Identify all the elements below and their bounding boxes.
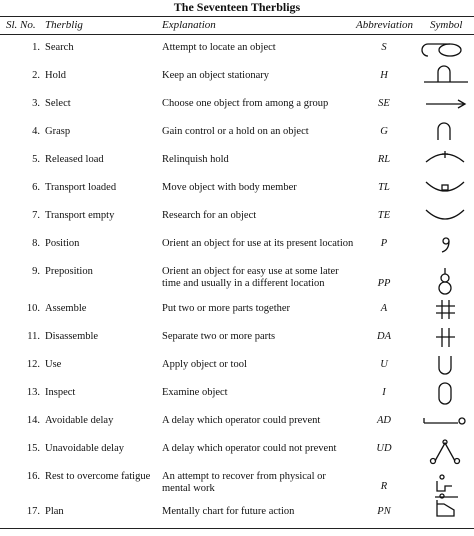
row-number: 11. bbox=[27, 331, 40, 342]
row-number: 5. bbox=[32, 154, 40, 165]
row-number: 16. bbox=[26, 471, 40, 482]
table-title: The Seventeen Therbligs bbox=[173, 0, 301, 14]
row-number: 8. bbox=[32, 238, 40, 249]
therblig-name: Position bbox=[45, 238, 80, 249]
therblig-abbreviation: DA bbox=[377, 331, 391, 342]
bottom-rule bbox=[0, 528, 474, 529]
therblig-explanation: Choose one object from among a group bbox=[162, 98, 329, 109]
therblig-abbreviation: P bbox=[380, 238, 388, 249]
plan-icon bbox=[420, 492, 470, 520]
row-number: 2. bbox=[32, 70, 40, 81]
released-load-icon bbox=[420, 148, 470, 172]
therblig-explanation: Separate two or more parts bbox=[162, 331, 276, 342]
row-number: 3. bbox=[32, 98, 40, 109]
select-arrow-icon bbox=[420, 92, 470, 116]
therblig-name: Select bbox=[45, 98, 71, 109]
therblig-name: Plan bbox=[45, 506, 64, 517]
therblig-explanation: A delay which operator could not prevent bbox=[162, 443, 337, 454]
grasp-icon bbox=[420, 120, 470, 144]
therblig-abbreviation: U bbox=[380, 359, 388, 370]
hold-icon bbox=[420, 62, 470, 86]
header-abbreviation: Abbreviation bbox=[356, 19, 414, 31]
therblig-explanation: Keep an object stationary bbox=[162, 70, 269, 81]
row-number: 1. bbox=[32, 42, 40, 53]
therblig-explanation: Orient an object for easy use at some later time and usually in a different location bbox=[162, 266, 339, 289]
therblig-name: Rest to overcome fatigue bbox=[45, 471, 151, 482]
therblig-explanation: Gain control or a hold on an object bbox=[162, 126, 309, 137]
therblig-abbreviation: SE bbox=[378, 98, 390, 109]
therblig-name: Grasp bbox=[45, 126, 71, 137]
therblig-abbreviation: G bbox=[380, 126, 388, 137]
therblig-explanation: Research for an object bbox=[162, 210, 257, 221]
therblig-abbreviation: S bbox=[381, 42, 387, 53]
therblig-abbreviation: AD bbox=[377, 415, 391, 426]
row-number: 9. bbox=[32, 266, 40, 277]
assemble-icon bbox=[420, 297, 470, 321]
therblig-abbreviation: UD bbox=[376, 443, 392, 454]
therblig-abbreviation: PN bbox=[377, 506, 391, 517]
row-number: 10. bbox=[26, 303, 40, 314]
therblig-abbreviation: TE bbox=[377, 210, 391, 221]
therblig-abbreviation: R bbox=[380, 481, 388, 492]
transport-loaded-icon bbox=[420, 176, 470, 200]
therblig-explanation: Attempt to locate an object bbox=[162, 42, 276, 53]
search-icon bbox=[420, 36, 470, 60]
therblig-name: Search bbox=[45, 42, 74, 53]
top-rule bbox=[0, 16, 474, 17]
therblig-name: Avoidable delay bbox=[45, 415, 114, 426]
therblig-name: Released load bbox=[45, 154, 104, 165]
disassemble-icon bbox=[420, 325, 470, 349]
row-number: 17. bbox=[26, 506, 40, 517]
position-icon bbox=[420, 232, 470, 256]
therblig-name: Assemble bbox=[45, 303, 87, 314]
transport-empty-icon bbox=[420, 204, 470, 228]
header-therblig: Therblig bbox=[45, 19, 83, 31]
therblig-explanation: An attempt to recover from physical or mental work bbox=[162, 471, 326, 494]
row-number: 4. bbox=[32, 126, 40, 137]
inspect-icon bbox=[420, 381, 470, 405]
header-explanation: Explanation bbox=[162, 19, 216, 31]
header-sl-no: Sl. No. bbox=[6, 19, 36, 31]
therblig-abbreviation: H bbox=[380, 70, 388, 81]
therblig-explanation: Orient an object for use at its present location bbox=[162, 238, 354, 249]
avoidable-delay-icon bbox=[420, 409, 470, 433]
therblig-explanation: Put two or more parts together bbox=[162, 303, 291, 314]
therblig-explanation: Mentally chart for future action bbox=[162, 506, 295, 517]
therblig-name: Transport empty bbox=[45, 210, 115, 221]
therblig-explanation: Relinquish hold bbox=[162, 154, 229, 165]
therblig-explanation: A delay which operator could prevent bbox=[162, 415, 321, 426]
therblig-name: Use bbox=[45, 359, 62, 370]
row-number: 13. bbox=[26, 387, 40, 398]
row-number: 12. bbox=[26, 359, 40, 370]
therblig-name: Transport loaded bbox=[45, 182, 117, 193]
therblig-name: Unavoidable delay bbox=[45, 443, 125, 454]
header-rule bbox=[0, 34, 474, 35]
header-symbol: Symbol bbox=[430, 19, 463, 31]
therblig-explanation: Apply object or tool bbox=[162, 359, 247, 370]
therblig-explanation: Move object with body member bbox=[162, 182, 297, 193]
row-number: 15. bbox=[26, 443, 40, 454]
therblig-name: Preposition bbox=[45, 266, 93, 277]
therblig-name: Inspect bbox=[45, 387, 76, 398]
row-number: 6. bbox=[32, 182, 40, 193]
preposition-icon bbox=[420, 266, 470, 296]
therblig-explanation: Examine object bbox=[162, 387, 228, 398]
therblig-abbreviation: TL bbox=[378, 182, 390, 193]
therblig-abbreviation: RL bbox=[377, 154, 391, 165]
row-number: 7. bbox=[32, 210, 40, 221]
use-icon bbox=[420, 353, 470, 377]
therblig-abbreviation: I bbox=[382, 387, 386, 398]
unavoidable-delay-icon bbox=[420, 437, 470, 465]
therblig-name: Hold bbox=[45, 70, 66, 81]
therblig-name: Disassemble bbox=[45, 331, 99, 342]
therblig-abbreviation: PP bbox=[377, 278, 391, 289]
therblig-abbreviation: A bbox=[380, 303, 388, 314]
row-number: 14. bbox=[26, 415, 40, 426]
